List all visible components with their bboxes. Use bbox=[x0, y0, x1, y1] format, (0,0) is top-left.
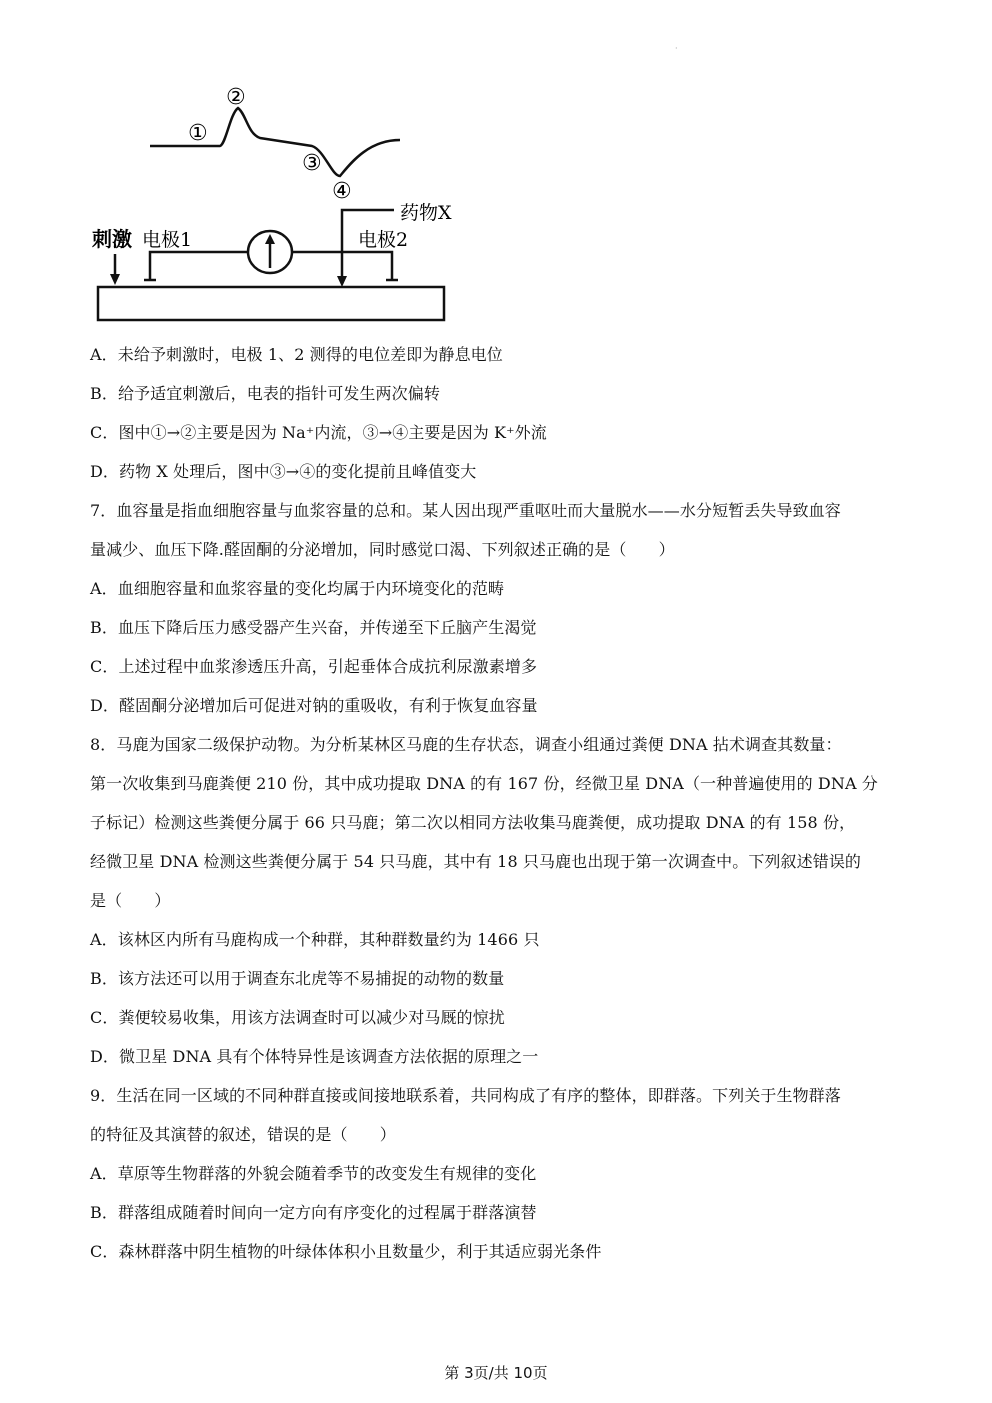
point-label-4: ④ bbox=[332, 179, 352, 204]
point-label-2: ② bbox=[226, 85, 246, 110]
text-line: A．草原等生物群落的外貌会随着季节的改变发生有规律的变化 bbox=[90, 1164, 537, 1183]
stimulus-arrowhead bbox=[110, 274, 120, 285]
text-line: 9．生活在同一区域的不同种群直接或间接地联系着，共同构成了有序的整体，即群落。下列关于生物群落 bbox=[90, 1086, 841, 1105]
text-line: 的特征及其演替的叙述，错误的是（ ） bbox=[90, 1125, 396, 1144]
page-number: 第 3页/共 10页 bbox=[444, 1364, 548, 1382]
text-line: 子标记）检测这些粪便分属于 66 只马鹿；第二次以相同方法收集马鹿粪便，成功提取 DNA 的有 158 份， bbox=[90, 813, 856, 832]
electrode-1-wire bbox=[150, 252, 248, 280]
text-line: C．上述过程中血浆渗透压升高，引起垂体合成抗利尿激素增多 bbox=[90, 657, 538, 676]
text-line: 经微卫星 DNA 检测这些粪便分属于 54 只马鹿，其中有 18 只马鹿也出现于第一次调查中。下列叙述错误的 bbox=[90, 852, 862, 871]
text-line: D．醛固酮分泌增加后可促进对钠的重吸收，有利于恢复血容量 bbox=[90, 696, 538, 715]
text-line: B．给予适宜刺激后，电表的指针可发生两次偏转 bbox=[90, 384, 440, 403]
text-line: B．血压下降后压力感受器产生兴奋，并传递至下丘脑产生渴觉 bbox=[90, 618, 537, 637]
drug-x-label: 药物X bbox=[400, 202, 452, 224]
text-line: D．药物 X 处理后，图中③→④的变化提前且峰值变大 bbox=[90, 462, 477, 481]
point-label-1: ① bbox=[188, 121, 208, 146]
electrode-2-label: 电极2 bbox=[358, 229, 409, 251]
point-label-3: ③ bbox=[302, 151, 322, 176]
text-line: A．未给予刺激时，电极 1、2 测得的电位差即为静息电位 bbox=[90, 345, 503, 364]
drug-x-arrowhead bbox=[337, 276, 347, 287]
text-line: 第一次收集到马鹿粪便 210 份，其中成功提取 DNA 的有 167 份，经微卫星 DNA（一种普遍使用的 DNA 分 bbox=[90, 774, 878, 793]
text-line: C．森林群落中阴生植物的叶绿体体积小且数量少，利于其适应弱光条件 bbox=[90, 1242, 602, 1261]
text-line: 7．血容量是指血细胞容量与血浆容量的总和。某人因出现严重呕吐而大量脱水——水分短暂丢失导致血容 bbox=[90, 501, 841, 520]
stimulus-label: 刺激 bbox=[92, 227, 132, 251]
text-line: B．群落组成随着时间向一定方向有序变化的过程属于群落演替 bbox=[90, 1203, 537, 1222]
galvanometer bbox=[248, 231, 292, 273]
text-line: D．微卫星 DNA 具有个体特异性是该调查方法依据的原理之一 bbox=[90, 1047, 539, 1066]
text-line: 8．马鹿为国家二级保护动物。为分析某林区马鹿的生存状态，调查小组通过粪便 DNA 拈术调查其数量： bbox=[90, 735, 842, 754]
text-line: 量减少、血压下降.醛固酮的分泌增加，同时感觉口渴、下列叙述正确的是（ ） bbox=[90, 540, 675, 559]
text-line: C．图中①→②主要是因为 Na⁺内流，③→④主要是因为 K⁺外流 bbox=[90, 423, 547, 442]
nerve-fiber bbox=[98, 287, 444, 320]
text-line: A．血细胞容量和血浆容量的变化均属于内环境变化的范畴 bbox=[90, 579, 505, 598]
text-line: A．该林区内所有马鹿构成一个种群，其种群数量约为 1466 只 bbox=[90, 930, 540, 949]
nerve-experiment-figure bbox=[88, 84, 468, 324]
text-line: C．粪便较易收集，用该方法调查时可以减少对马厩的惊扰 bbox=[90, 1008, 505, 1027]
text-line: 是（ ） bbox=[90, 891, 171, 910]
text-line: B．该方法还可以用于调查东北虎等不易捕捉的动物的数量 bbox=[90, 969, 505, 988]
page-speck: · bbox=[675, 44, 678, 53]
electrode-1-label: 电极1 bbox=[142, 229, 193, 251]
